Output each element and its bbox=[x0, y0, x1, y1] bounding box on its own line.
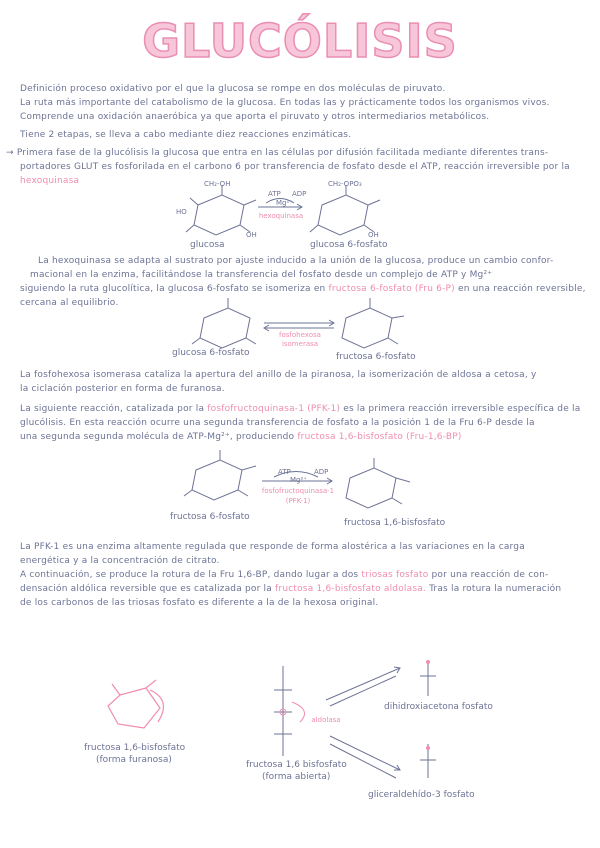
glucosa-6p-label: glucosa 6-fosfato bbox=[310, 240, 388, 250]
furanose-ring bbox=[108, 680, 163, 728]
pfk-highlight: fosfofructoquinasa-1 (PFK-1) bbox=[207, 404, 341, 414]
aldolasa-label: aldolasa bbox=[311, 716, 341, 724]
fructosa-6p-label-2: fructosa 6-fosfato bbox=[170, 512, 250, 522]
step1-line: portadores GLUT es fosforilada en el carbono 6 por transferencia de fosfato desde el ATP, reacción irreversible por la bbox=[20, 162, 570, 172]
isomerasa-label: isomerasa bbox=[281, 340, 319, 348]
glucosa-6p-label-2: glucosa 6-fosfato bbox=[172, 348, 250, 358]
intro-line: Comprende una oxidación anaeróbica ya que aporta el piruvato y otros intermediarios metabólicos. bbox=[20, 112, 490, 122]
pfk-line: es la primera reacción irreversible específica de la bbox=[343, 404, 581, 414]
intro-line: Definición proceso oxidativo por el que la glucosa se rompe en dos moléculas de piruvato. bbox=[20, 84, 446, 94]
ch2oh-group: CH₂-OH bbox=[204, 180, 231, 188]
hexoquinasa-arrow-label: hexoquinasa bbox=[258, 212, 304, 220]
hc-group: HO bbox=[176, 208, 187, 216]
atp-label-2: ATP bbox=[278, 468, 291, 476]
pfkreg-line: Tras la rotura la numeración bbox=[429, 584, 562, 594]
arrow-bullet-icon: → bbox=[6, 148, 17, 158]
glucose-ring bbox=[186, 185, 256, 235]
hexo-line: cercana al equilibrio. bbox=[20, 298, 119, 308]
fru6p-highlight: fructosa 6-fosfato (Fru 6-P) bbox=[328, 284, 455, 294]
fructose-6p-ring bbox=[342, 298, 404, 348]
glucosa-label: glucosa bbox=[190, 240, 225, 250]
triosas-highlight: triosas fosfato bbox=[361, 570, 429, 580]
pfk1-enzyme-label: fosfofructoquinasa-1 bbox=[261, 487, 335, 495]
pfk-line: glucólisis. En esta reacción ocurre una segunda transferencia de fosfato a la posición 1 de la Fru 6-P desde la bbox=[20, 418, 535, 428]
pfkreg-line: de los carbonos de las triosas fosfato es diferente a la de la hexosa original. bbox=[20, 598, 379, 608]
oh-group: OH bbox=[246, 231, 257, 239]
adp-label: ADP bbox=[292, 190, 307, 198]
abierta-label: fructosa 1,6 bisfosfato bbox=[246, 760, 347, 770]
intro-line: La ruta más importante del catabolismo de la glucosa. En todas las y prácticamente todos los organismos vivos. bbox=[20, 98, 550, 108]
page-title: GLUCÓLISIS bbox=[142, 14, 458, 68]
pfkreg-line: A continuación, se produce la rotura de la Fru 1,6-BP, dando lugar a dos bbox=[20, 570, 359, 580]
mg-label-2: Mg²⁺ bbox=[290, 476, 307, 484]
glucose-6p-ring bbox=[310, 185, 380, 235]
fructose-6p-ring-2 bbox=[184, 450, 256, 500]
hexo-line: La hexoquinasa se adapta al sustrato por ajuste inducido a la unión de la glucosa, produce un cambio confor- bbox=[38, 256, 554, 266]
pfk-line: La siguiente reacción, catalizada por la bbox=[20, 404, 205, 414]
hexo-line: macional en la enzima, facilitándose la transferencia del fosfato desde un complejo de ATP y Mg²⁺ bbox=[30, 270, 493, 280]
dhap-label: dihidroxiacetona fosfato bbox=[384, 702, 493, 712]
mg-label: Mg²⁺ bbox=[276, 199, 293, 207]
open-chain-fructose bbox=[274, 666, 292, 756]
hexo-line: siguiendo la ruta glucolítica, la glucosa 6-fosfato se isomeriza en bbox=[20, 284, 326, 294]
abierta-sub-label: (forma abierta) bbox=[262, 772, 331, 782]
dhap-marker bbox=[426, 660, 430, 664]
gap-marker bbox=[426, 746, 430, 750]
glucose-6p-ring-2 bbox=[192, 298, 256, 348]
dhap-structure bbox=[420, 662, 436, 696]
isomerase-line: La fosfohexosa isomerasa cataliza la apertura del anillo de la piranosa, la isomerización de aldosa a cetosa, y bbox=[20, 370, 537, 380]
fructose-16bp-ring bbox=[346, 458, 410, 508]
furanosa-sub-label: (forma furanosa) bbox=[96, 755, 172, 765]
ch2opo3-group: CH₂-OPO₃ bbox=[328, 180, 362, 188]
fbp-highlight: fructosa 1,6-bisfosfato (Fru-1,6-BP) bbox=[297, 432, 462, 442]
hexoquinasa-highlight: hexoquinasa bbox=[20, 176, 80, 186]
adp-label-2: ADP bbox=[314, 468, 329, 476]
gap-label: gliceraldehído-3 fosfato bbox=[368, 790, 475, 800]
fructosa-16bp-label: fructosa 1,6-bisfosfato bbox=[344, 518, 446, 528]
pfkreg-line: energética y a la concentración de citrato. bbox=[20, 556, 220, 566]
pfkreg-line: densación aldólica reversible que es catalizada por la bbox=[20, 584, 272, 594]
isomerase-line: la ciclación posterior en forma de furanosa. bbox=[20, 384, 225, 394]
pfkreg-line: por una reacción de con- bbox=[431, 570, 549, 580]
pfkreg-line: La PFK-1 es una enzima altamente regulada que responde de forma alostérica a las variaciones en la carga bbox=[20, 542, 525, 552]
intro-line: Tiene 2 etapas, se lleva a cabo mediante diez reacciones enzimáticas. bbox=[20, 130, 352, 140]
oh-group: OH bbox=[368, 231, 379, 239]
pfk-line: una segunda segunda molécula de ATP-Mg²⁺, produciendo bbox=[20, 432, 295, 442]
furanosa-label: fructosa 1,6-bisfosfato bbox=[84, 743, 186, 753]
pfk1-abbrev-label: (PFK-1) bbox=[285, 497, 311, 505]
fosfohexosa-label: fosfohexosa bbox=[279, 331, 321, 339]
hexo-line: en una reacción reversible, bbox=[457, 284, 586, 294]
atp-label: ATP bbox=[268, 190, 281, 198]
step1-line: Primera fase de la glucólisis la glucosa que entra en las células por difusión facilitada mediante diferentes trans- bbox=[16, 148, 549, 158]
fructosa-6p-label: fructosa 6-fosfato bbox=[336, 352, 416, 362]
aldolasa-highlight: fructosa 1,6-bisfosfato aldolasa. bbox=[275, 584, 426, 594]
